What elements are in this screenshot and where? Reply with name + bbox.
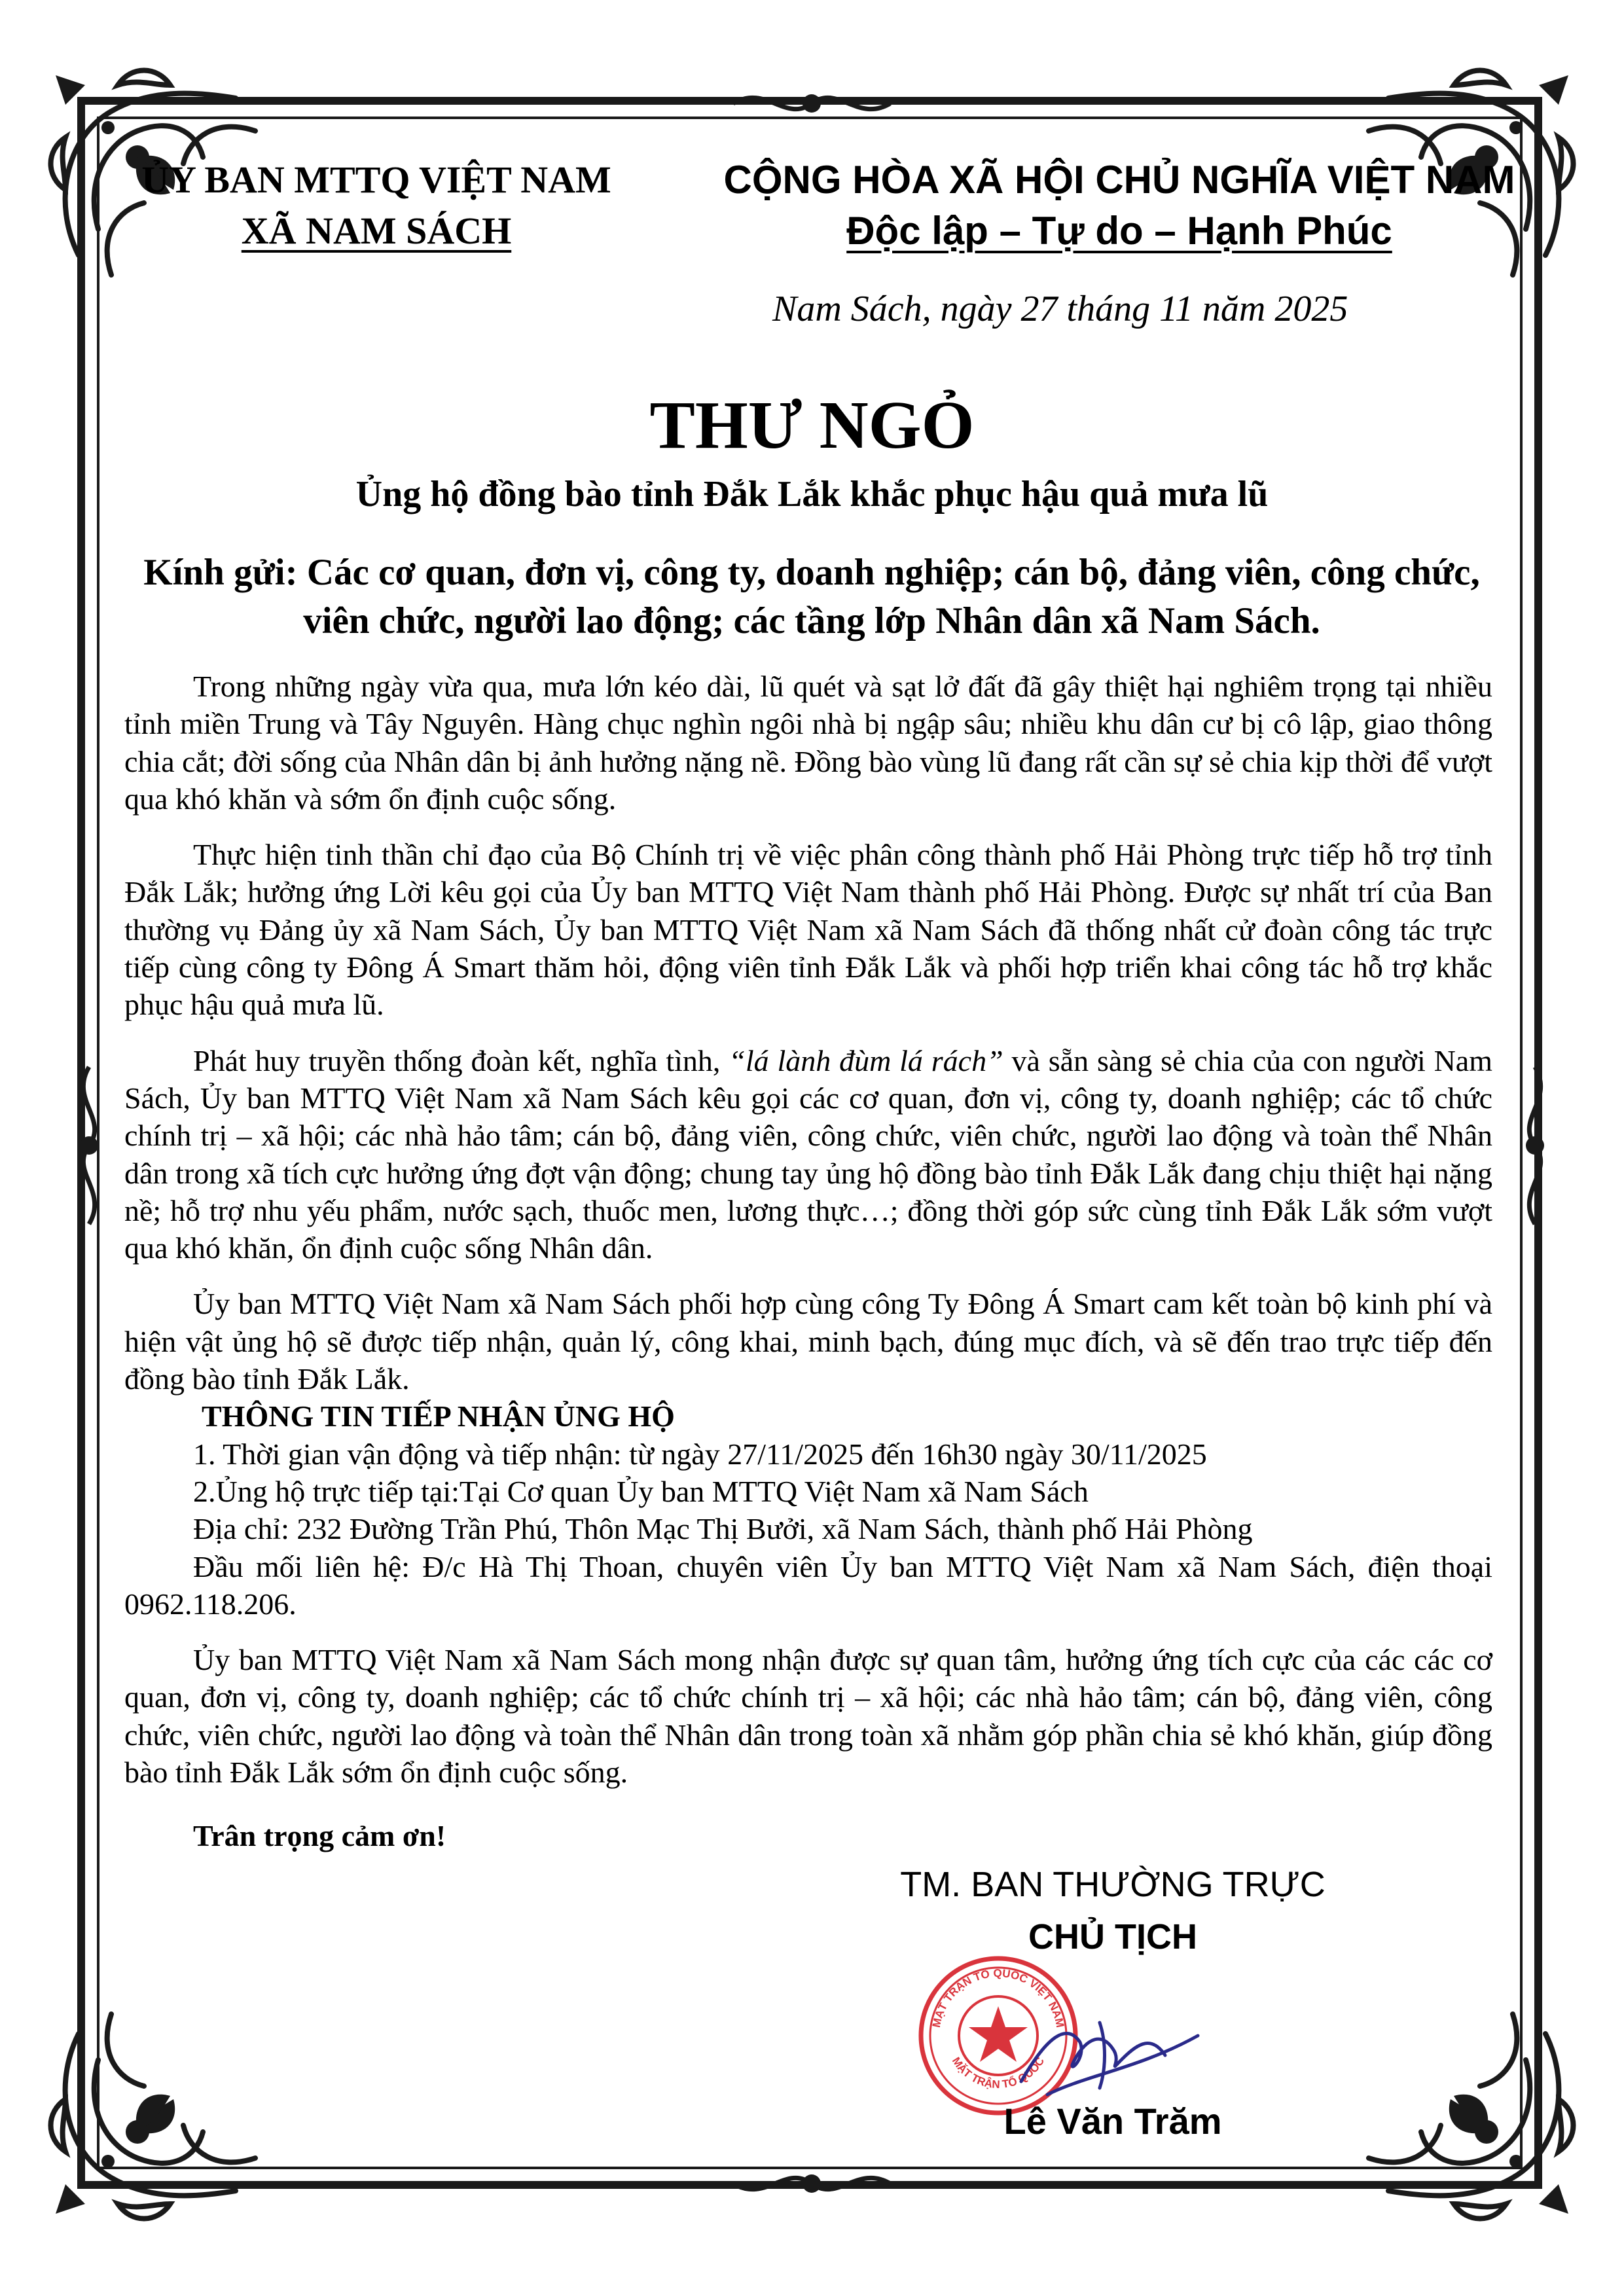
info-heading: THÔNG TIN TIẾP NHẬN ỦNG HỘ xyxy=(202,1399,675,1433)
letter-title: THƯ NGỎ xyxy=(649,388,975,463)
side-ornament-icon xyxy=(63,1060,115,1231)
info-item: 1. Thời gian vận động và tiếp nhận: từ ngày 27/11/2025 đến 16h30 ngày 30/11/2025 xyxy=(193,1437,1207,1471)
seal-text-top: MẶT TRẬN TỔ QUỐC VIỆT NAM xyxy=(929,1966,1067,2029)
signer-title: CHỦ TỊCH xyxy=(1028,1917,1197,1956)
body-paragraph: Ủy ban MTTQ Việt Nam xã Nam Sách phối hợp cùng công Ty Đông Á Smart cam kết toàn bộ kinh phí và hiện vật ủng hộ sẽ được tiếp nhận, quản lý, công khai, minh bạch, đúng mục đích, và sẽ đến trao trực tiếp đến đồng bào tỉnh Đắk Lắk. xyxy=(124,1287,1492,1396)
paragraph-text: Phát huy truyền thống đoàn kết, nghĩa tình, xyxy=(193,1043,729,1077)
info-item: 2.Ủng hộ trực tiếp tại:Tại Cơ quan Ủy ban MTTQ Việt Nam xã Nam Sách xyxy=(193,1474,1089,1508)
seal-text-bottom: MẶT TRẬN TỔ QUỐC xyxy=(949,2055,1047,2091)
closing-thanks: Trân trọng cảm ơn! xyxy=(193,1819,446,1853)
national-header xyxy=(694,154,1545,257)
corner-ornament-icon xyxy=(39,1994,275,2230)
national-motto: Độc lập – Tự do – Hạnh Phúc xyxy=(846,209,1392,253)
letter-body xyxy=(124,668,1492,1873)
side-ornament-icon xyxy=(1509,1060,1561,1231)
handwritten-signature-icon xyxy=(1008,1996,1204,2108)
addressee-line: Kính gửi: Các cơ quan, đơn vị, công ty, doanh nghiệp; cán bộ, đảng viên, công chức, xyxy=(143,552,1480,593)
body-paragraph xyxy=(124,1042,1492,1267)
issuer-header xyxy=(98,154,655,257)
letter-date: Nam Sách, ngày 27 tháng 11 năm 2025 xyxy=(772,289,1348,329)
body-paragraph: Ủy ban MTTQ Việt Nam xã Nam Sách mong nhận được sự quan tâm, hưởng ứng tích cực của các các cơ quan, đơn vị, công ty, doanh nghiệp; các tổ chức chính trị – xã hội; các nhà hảo tâm; cán bộ, đảng viên, công chức, viên chức, người lao động và toàn thể Nhân dân trong toàn xã nhằm góp phần chia sẻ khó khăn, giúp đồng bào tỉnh Đắk Lắk sớm ổn định cuộc sống. xyxy=(124,1643,1492,1790)
addressee xyxy=(111,549,1512,645)
issuer-name: ỦY BAN MTTQ VIỆT NAM xyxy=(141,158,611,201)
letter-subtitle: Ủng hộ đồng bào tỉnh Đắk Lắk khắc phục hậu quả mưa lũ xyxy=(355,474,1269,514)
info-address: Địa chỉ: 232 Đường Trần Phú, Thôn Mạc Thị Bưởi, xã Nam Sách, thành phố Hải Phòng xyxy=(193,1512,1253,1546)
bottom-ornament-icon xyxy=(727,2157,897,2210)
addressee-line: viên chức, người lao động; các tầng lớp Nhân dân xã Nam Sách. xyxy=(303,600,1320,641)
issuer-locality: XÃ NAM SÁCH xyxy=(241,209,512,252)
paragraph-text: và sẵn sàng sẻ chia của con người Nam Sách, Ủy ban MTTQ Việt Nam xã Nam Sách kêu gọi các cơ quan, đơn vị, công ty, doanh nghiệp; các tổ chức chính trị – xã hội; các nhà hảo tâm; cán bộ, đảng viên, công chức, viên chức, người lao động và toàn thể Nhân dân trong xã tích cực hưởng ứng đợt vận động; chung tay ủng hộ đồng bào tỉnh Đắk Lắk đang chịu thiệt hại nặng nề; hỗ trợ nhu yếu phẩm, nước sạch, thuốc men, lương thực…; đồng thời góp sức cùng tỉnh Đắk Lắk sớm vượt qua khó khăn, ổn định cuộc sống Nhân dân. xyxy=(124,1043,1492,1265)
country-name: CỘNG HÒA XÃ HỘI CHỦ NGHĨA VIỆT NAM xyxy=(723,158,1515,202)
body-paragraph: Trong những ngày vừa qua, mưa lớn kéo dài, lũ quét và sạt lở đất đã gây thiệt hại nghiêm trọng tại nhiều tỉnh miền Trung và Tây Nguyên. Hàng chục nghìn ngôi nhà bị ngập sâu; nhiều khu dân cư bị cô lập, giao thông chia cắt; đời sống của Nhân dân bị ảnh hưởng nặng nề. Đồng bào vùng lũ đang rất cần sự sẻ chia kịp thời để vượt qua khó khăn và sớm ổn định cuộc sống. xyxy=(124,670,1492,816)
proverb-quote: “lá lành đùm lá rách” xyxy=(729,1043,1003,1077)
info-contact: Đầu mối liên hệ: Đ/c Hà Thị Thoan, chuyên viên Ủy ban MTTQ Việt Nam xã Nam Sách, điện thoại 0962.118.206. xyxy=(124,1549,1492,1621)
signer-office: TM. BAN THƯỜNG TRỰC xyxy=(900,1865,1326,1904)
body-paragraph: Thực hiện tinh thần chỉ đạo của Bộ Chính trị về việc phân công thành phố Hải Phòng trực tiếp hỗ trợ tỉnh Đắk Lắk; hưởng ứng Lời kêu gọi của Ủy ban MTTQ Việt Nam thành phố Hải Phòng. Được sự nhất trí của Ban thường vụ Đảng ủy xã Nam Sách, Ủy ban MTTQ Việt Nam xã Nam Sách đã thống nhất cử đoàn công tác trực tiếp cùng công ty Đông Á Smart thăm hỏi, động viên tỉnh Đắk Lắk và phối hợp triển khai công tác hỗ trợ khắc phục hậu quả mưa lũ. xyxy=(124,838,1492,1022)
top-ornament-icon xyxy=(727,77,897,130)
signer-name: Lê Văn Trăm xyxy=(1003,2100,1222,2142)
